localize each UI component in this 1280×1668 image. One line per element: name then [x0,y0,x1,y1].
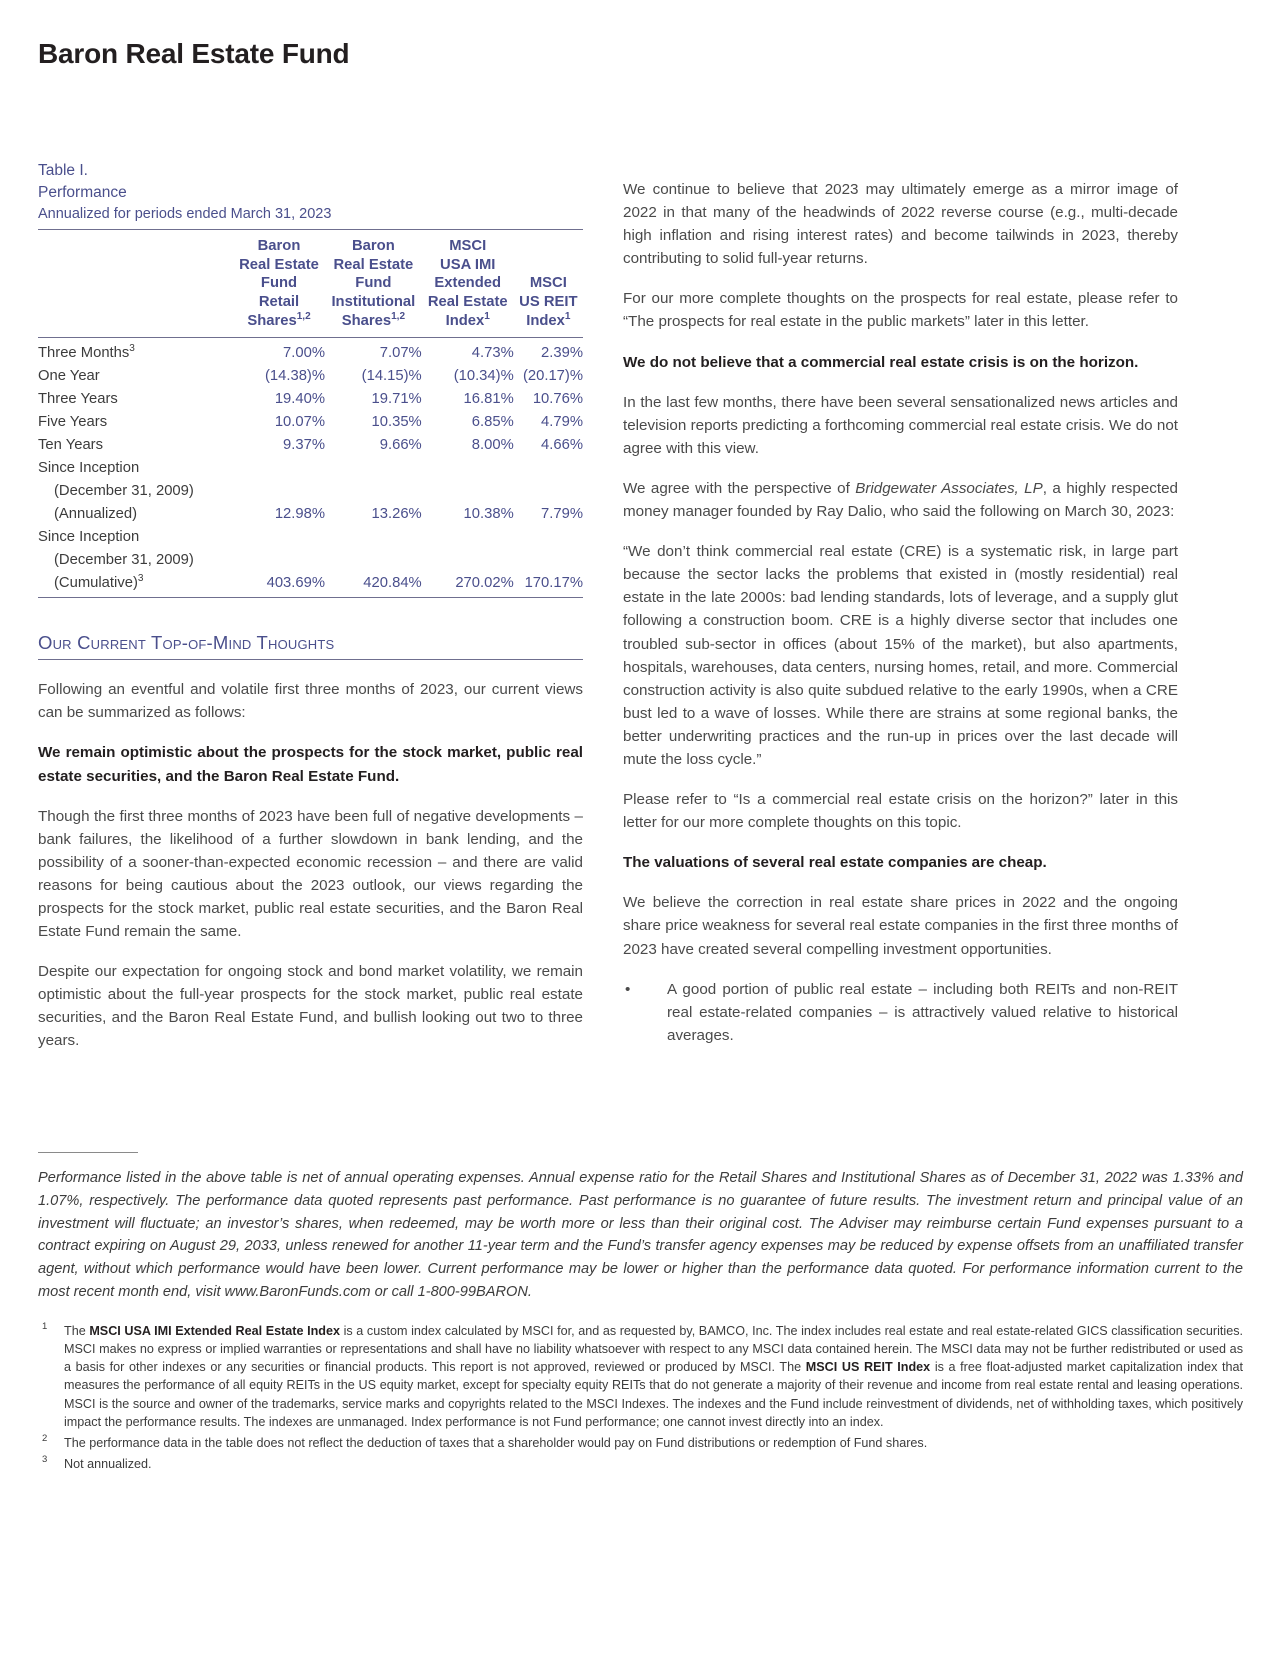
table-row-label: Since Inception [38,460,140,477]
paragraph: “We don’t think commercial real estate (CRE) is a systematic risk, in large part because the sector lacks the problems that existed in (mostly residential) real estate in the late 2000s: bad lending standards, lots of leverage, and a supply glut following a construction boom. CRE is a highly diverse sector that includes one troubled sub-sector in offices (about 15% of the market), but also apartments, hospitals, warehouses, data centers, nursing homes, retail, and more. Commercial construction activity is also quite subdued relative to the early 1990s, when a CRE bust led to a wave of losses. While there are strains at some regional banks, the better underwriting practices and the run-up in prices over the last decade will mute the loss cycle.” [623,543,1178,768]
table-cell-value [325,480,422,503]
table-cell-value: (14.15)% [361,368,422,385]
table-caption-subtitle: Annualized for periods ended March 31, 2023 [38,206,332,222]
table-cell-value: 10.76% [532,391,583,408]
paragraph: Following an eventful and volatile first three months of 2023, our current views can be summarized as follows: [38,681,583,722]
table-cell-value: 12.98% [274,506,326,523]
table-header-row [38,229,583,338]
footnote-marker: 3 [42,1454,48,1466]
table-cell-value: 6.85% [471,414,514,431]
table-cell-value: 9.66% [379,437,422,454]
table-cell-value: 10.07% [274,414,326,431]
table-col-header-institutional: Baron Real Estate Fund Institutional Shares$^{1,2}$ [325,229,422,338]
table-cell-value: 4.73% [471,345,514,362]
table-col-header-period [38,229,233,338]
table-cell-value: 8.00% [471,437,514,454]
table-cell-value: 420.84% [325,572,422,598]
footnote-bold-term: MSCI US REIT Index [805,1360,931,1375]
table-row-label: (December 31, 2009) [54,483,194,500]
table-cell-value: 7.00% [283,345,326,362]
paragraph: Please refer to “Is a commercial real estate crisis on the horizon?” later in this letter for our more complete thoughts on this topic. [623,791,1178,832]
table-row-label: Five Years [38,414,108,431]
table-cell-value: 7.79% [541,506,583,523]
list-item: • A good portion of public real estate – including both REITs and non-REIT real estate-related companies – is attractively valued relative to historical averages. [623,978,1178,1047]
table-row-label: Since Inception [38,529,140,546]
right-column-paragraphs [623,178,1178,961]
table-row [38,480,583,503]
two-column-body [38,160,1243,1053]
table-cell-value: (20.17)% [522,368,583,385]
table-cell-value: 4.79% [541,414,583,431]
left-column-paragraphs [38,678,583,1052]
footer-divider [38,1152,138,1153]
table-cell-value [325,526,422,549]
performance-disclaimer: Performance listed in the above table is net of annual operating expenses. Annual expense ratio for the Retail Shares and Institutional Shares as of December 31, 2022 was 1.33% and 1.07%, respectively. The performance data quoted represents past performance. Past performance is no guarantee of future results. The investment return and principal value of an investment will fluctuate; an investor’s shares, when redeemed, may be worth more or less than their original cost. The Adviser may reimburse certain Fund expenses pursuant to a contract expiring on August 29, 2033, unless renewed for another 11-year term and the Fund’s transfer agency expenses may be reduced by expense offsets from an unaffiliated transfer agent, without which performance would have been lower. Current performance may be lower or higher than the performance data quoted. For performance information current to the most recent month end, visit www.BaronFunds.com or call 1-800-99BARON. [38,1170,1243,1300]
table-row-label: Three Years [38,391,118,408]
table-cell-value: 10.38% [463,506,514,523]
table-cell-value [422,457,514,480]
right-column [623,160,1178,1053]
left-column [38,160,583,1053]
table-col-header-msci-us-reit: MSCI US REIT Index$^1$ [514,229,583,338]
paragraph: We continue to believe that 2023 may ultimately emerge as a mirror image of 2022 in that many of the headwinds of 2022 reverse course (e.g., multi-decade high inflation and rising interest rates) and become tailwinds in 2023, thereby contributing to solid full-year returns. [623,181,1178,268]
table-cell-value: (14.38)% [264,368,326,385]
performance-table-head [38,229,583,338]
table-row [38,549,583,572]
table-cell-value [514,526,583,549]
table-row-label: (Annualized) [54,506,138,523]
footnote-marker: 2 [42,1433,48,1445]
table-row-label: (Cumulative)$^3$ [38,572,233,598]
table-col-header-retail: Baron Real Estate Fund Retail Shares$^{1,2}$ [233,229,325,338]
table-cell-value [233,549,325,572]
table-cell-value: 9.37% [283,437,326,454]
table-row [38,457,583,480]
table-row-label: Ten Years [38,437,103,454]
table-cell-value: 13.26% [371,506,422,523]
table-cell-value [233,526,325,549]
table-row [38,411,583,434]
section-heading-top-of-mind: Our Current Top-of-Mind Thoughts [38,632,583,660]
table-cell-value: 4.66% [541,437,583,454]
table-cell-value: 170.17% [514,572,583,598]
table-caption-title: Performance [38,184,127,201]
table-row [38,365,583,388]
table-cell-value [233,457,325,480]
table-row [38,388,583,411]
table-cell-value: 270.02% [422,572,514,598]
table-cell-value: 2.39% [541,345,583,362]
table-cell-value [325,457,422,480]
paragraph: Despite our expectation for ongoing stock and bond market volatility, we remain optimistic about the full-year prospects for the stock market, public real estate securities, and the Baron Real Estate Fund, and bullish looking out two to three years. [38,963,583,1050]
performance-table-body [38,338,583,598]
bullet-icon: • [625,980,631,998]
paragraph: Though the first three months of 2023 have been full of negative developments – bank failures, the likelihood of a further slowdown in bank lending, and the possibility of a sooner-than-expected economic recession – and there are valid reasons for being cautious about the 2023 outlook, our views regarding the prospects for the stock market, public real estate securities, and the Baron Real Estate Fund remain the same. [38,807,583,941]
footnote-bold-term: MSCI USA IMI Extended Real Estate Index [89,1323,340,1338]
paragraph: For our more complete thoughts on the prospects for real estate, please refer to “The prospects for real estate in the public markets” later in this letter. [623,290,1178,331]
table-row [38,338,583,365]
emphasis-text: Bridgewater Associates, LP [855,479,1043,497]
table-cell-value [514,549,583,572]
page-title: Baron Real Estate Fund [38,38,350,69]
footnote-marker: 1 [42,1320,48,1332]
paragraph-bold: We do not believe that a commercial real estate crisis is on the horizon. [623,353,1139,371]
performance-table-block [38,160,583,598]
table-col-header-msci-usa-imi: MSCI USA IMI Extended Real Estate Index$^1$ [422,229,514,338]
table-cell-value [422,480,514,503]
table-cell-value: (10.34)% [453,368,514,385]
table-cell-value [514,480,583,503]
table-cell-value [422,549,514,572]
table-cell-value: 7.07% [379,345,422,362]
table-cell-value: 403.69% [233,572,325,598]
performance-table [38,229,583,599]
footnote-item: 2 The performance data in the table does not reflect the deduction of taxes that a shareholder would pay on Fund distributions or redemption of Fund shares. [42,1433,928,1451]
table-cell-value: 19.71% [371,391,422,408]
table-row-label: (December 31, 2009) [54,552,194,569]
table-row [38,503,583,526]
table-row-label: One Year [38,368,100,385]
table-row [38,526,583,549]
paragraph: We believe the correction in real estate share prices in 2022 and the ongoing share price weakness for several real estate companies in the first three months of 2023 have created several compelling investment opportunities. [623,894,1178,958]
table-cell-value: 19.40% [274,391,326,408]
table-cell-value [233,480,325,503]
paragraph: We agree with the perspective of Bridgewater Associates, LP, a highly respected money manager founded by Ray Dalio, who said the following on March 30, 2023: [623,479,1178,521]
footnote-item: 1 The MSCI USA IMI Extended Real Estate Index is a custom index calculated by MSCI for, and as requested by, BAMCO, Inc. The index includes real estate and real estate-related GICS classification securities. MSCI makes no express or implied warranties or representations and shall have no liability whatsoever with respect to any MSCI data contained herein. The MSCI data may not be further redistributed or used as a basis for other indexes or any securities or financial products. This report is not approved, reviewed or produced by MSCI. The MSCI US REIT Index is a free float-adjusted market capitalization index that measures the performance of all equity REITs in the US equity market, except for specialty equity REITs that do not generate a majority of their revenue and income from real estate rental and leasing operations. MSCI is the source and owner of the trademarks, service marks and copyrights related to the MSCI Indexes. The indexes and the Fund include reinvestment of dividends, net of withholding taxes, which positively impact the performance results. The indexes are unmanaged. Index performance is not Fund performance; one cannot invest directly into an index. [42,1320,1244,1429]
table-caption-label: Table I. [38,162,88,179]
table-row [38,572,583,598]
paragraph-bold: The valuations of several real estate companies are cheap. [623,854,1047,872]
table-cell-value [325,549,422,572]
footnote-item: 3 Not annualized. [42,1454,152,1472]
table-row [38,434,583,457]
table-row-label: Three Months$^3$ [38,343,135,362]
table-cell-value [422,526,514,549]
paragraph-bold: We remain optimistic about the prospects for the stock market, public real estate securities, and the Baron Real Estate Fund. [38,744,583,785]
right-column-bullet-list [623,978,1178,1047]
footnote-list [38,1322,1243,1474]
table-cell-value: 10.35% [371,414,422,431]
paragraph: In the last few months, there have been several sensationalized news articles and television reports predicting a forthcoming commercial real estate crisis. We do not agree with this view. [623,393,1178,457]
table-cell-value: 16.81% [463,391,514,408]
table-cell-value [514,457,583,480]
footer-disclaimers [38,1152,1243,1477]
